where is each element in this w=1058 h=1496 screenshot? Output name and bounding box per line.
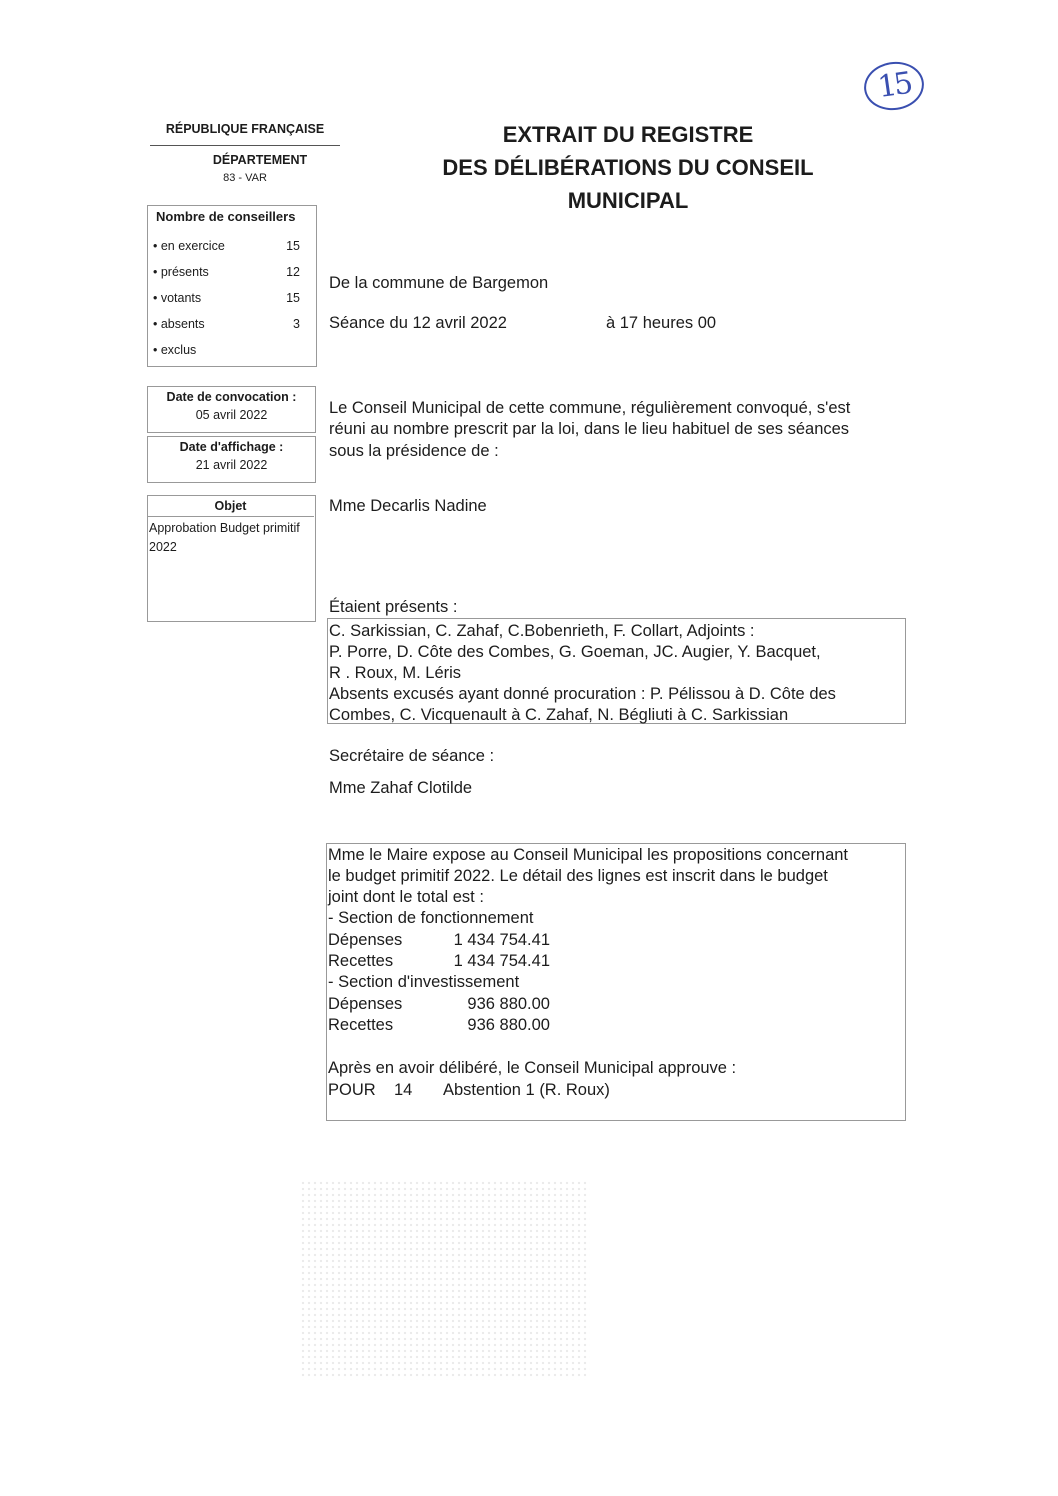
convocation-label: Date de convocation : bbox=[166, 390, 297, 404]
secretaire-label: Secrétaire de séance : bbox=[329, 747, 495, 765]
presents-line: R . Roux, M. Léris bbox=[329, 664, 462, 682]
presents-line: Combes, C. Vicquenault à C. Zahaf, N. Bégliuti à C. Sarkissian bbox=[329, 706, 789, 724]
department-label: DÉPARTEMENT bbox=[212, 153, 308, 167]
document-title bbox=[380, 118, 876, 217]
budget-row-label: Recettes bbox=[328, 1016, 394, 1034]
intro-line: sous la présidence de : bbox=[329, 442, 499, 460]
page-number-stamp: 15 bbox=[861, 58, 927, 114]
department-code: 83 - VAR bbox=[223, 172, 267, 184]
embossed-stamp-image bbox=[300, 1180, 590, 1380]
section-fonctionnement-label: - Section de fonctionnement bbox=[328, 909, 534, 927]
affichage-label: Date d'affichage : bbox=[179, 440, 284, 454]
decision-text: Après en avoir délibéré, le Conseil Municipal approuve : bbox=[328, 1059, 737, 1077]
budget-row-amount: 936 880.00 bbox=[467, 1016, 550, 1034]
divider bbox=[147, 516, 314, 517]
expose-line: joint dont le total est : bbox=[328, 888, 484, 906]
secretaire-name: Mme Zahaf Clotilde bbox=[329, 779, 473, 797]
budget-row-amount: 936 880.00 bbox=[467, 995, 550, 1013]
councillor-count: 12 bbox=[286, 265, 300, 279]
divider bbox=[150, 145, 340, 146]
vote-abstention: Abstention 1 (R. Roux) bbox=[443, 1081, 610, 1099]
objet-box bbox=[147, 495, 316, 622]
budget-row-amount: 1 434 754.41 bbox=[453, 952, 550, 970]
section-investissement-label: - Section d'investissement bbox=[328, 973, 520, 991]
title-line: EXTRAIT DU REGISTRE bbox=[502, 122, 754, 147]
councillor-label: • présents bbox=[153, 265, 209, 279]
commune: De la commune de Bargemon bbox=[329, 274, 549, 292]
councillor-count: 15 bbox=[286, 239, 300, 253]
vote-pour-label: POUR bbox=[328, 1081, 376, 1099]
presents-line: C. Sarkissian, C. Zahaf, C.Bobenrieth, F. Collart, Adjoints : bbox=[329, 622, 755, 640]
expose-line: Mme le Maire expose au Conseil Municipal les propositions concernant bbox=[328, 846, 849, 864]
title-line: MUNICIPAL bbox=[567, 188, 689, 213]
councillor-count: 3 bbox=[293, 317, 300, 331]
councillor-count: 15 bbox=[286, 291, 300, 305]
republic-label: RÉPUBLIQUE FRANÇAISE bbox=[165, 122, 325, 136]
councillor-label: • absents bbox=[153, 317, 205, 331]
presents-line: Absents excusés ayant donné procuration : P. Pélissou à D. Côte des bbox=[329, 685, 836, 703]
budget-row-label: Dépenses bbox=[328, 995, 403, 1013]
budget-row-label: Dépenses bbox=[328, 931, 403, 949]
seance-date: Séance du 12 avril 2022 bbox=[329, 314, 507, 332]
councillor-label: • en exercice bbox=[153, 239, 225, 253]
vote-pour-count: 14 bbox=[394, 1081, 413, 1099]
convocation-date: 05 avril 2022 bbox=[195, 408, 268, 422]
intro-line: Le Conseil Municipal de cette commune, régulièrement convoqué, s'est bbox=[329, 399, 851, 417]
seance-time: à 17 heures 00 bbox=[606, 314, 717, 332]
affichage-date: 21 avril 2022 bbox=[195, 458, 268, 472]
budget-row-amount: 1 434 754.41 bbox=[453, 931, 550, 949]
presents-line: P. Porre, D. Côte des Combes, G. Goeman, JC. Augier, Y. Bacquet, bbox=[329, 643, 821, 661]
expose-line: le budget primitif 2022. Le détail des lignes est inscrit dans le budget bbox=[328, 867, 828, 885]
president: Mme Decarlis Nadine bbox=[329, 497, 487, 515]
councillor-label: • exclus bbox=[153, 343, 197, 357]
budget-row-label: Recettes bbox=[328, 952, 394, 970]
objet-text: Approbation Budget primitif 2022 bbox=[149, 521, 300, 554]
title-line: DES DÉLIBÉRATIONS DU CONSEIL bbox=[442, 155, 814, 180]
intro-line: réuni au nombre prescrit par la loi, dans le lieu habituel de ses séances bbox=[329, 420, 850, 438]
convocation-box bbox=[147, 386, 316, 433]
councillors-title: Nombre de conseillers bbox=[156, 209, 296, 224]
presents-label: Étaient présents : bbox=[329, 598, 458, 616]
affichage-box bbox=[147, 436, 316, 483]
objet-label: Objet bbox=[214, 499, 247, 513]
councillor-label: • votants bbox=[153, 291, 202, 305]
